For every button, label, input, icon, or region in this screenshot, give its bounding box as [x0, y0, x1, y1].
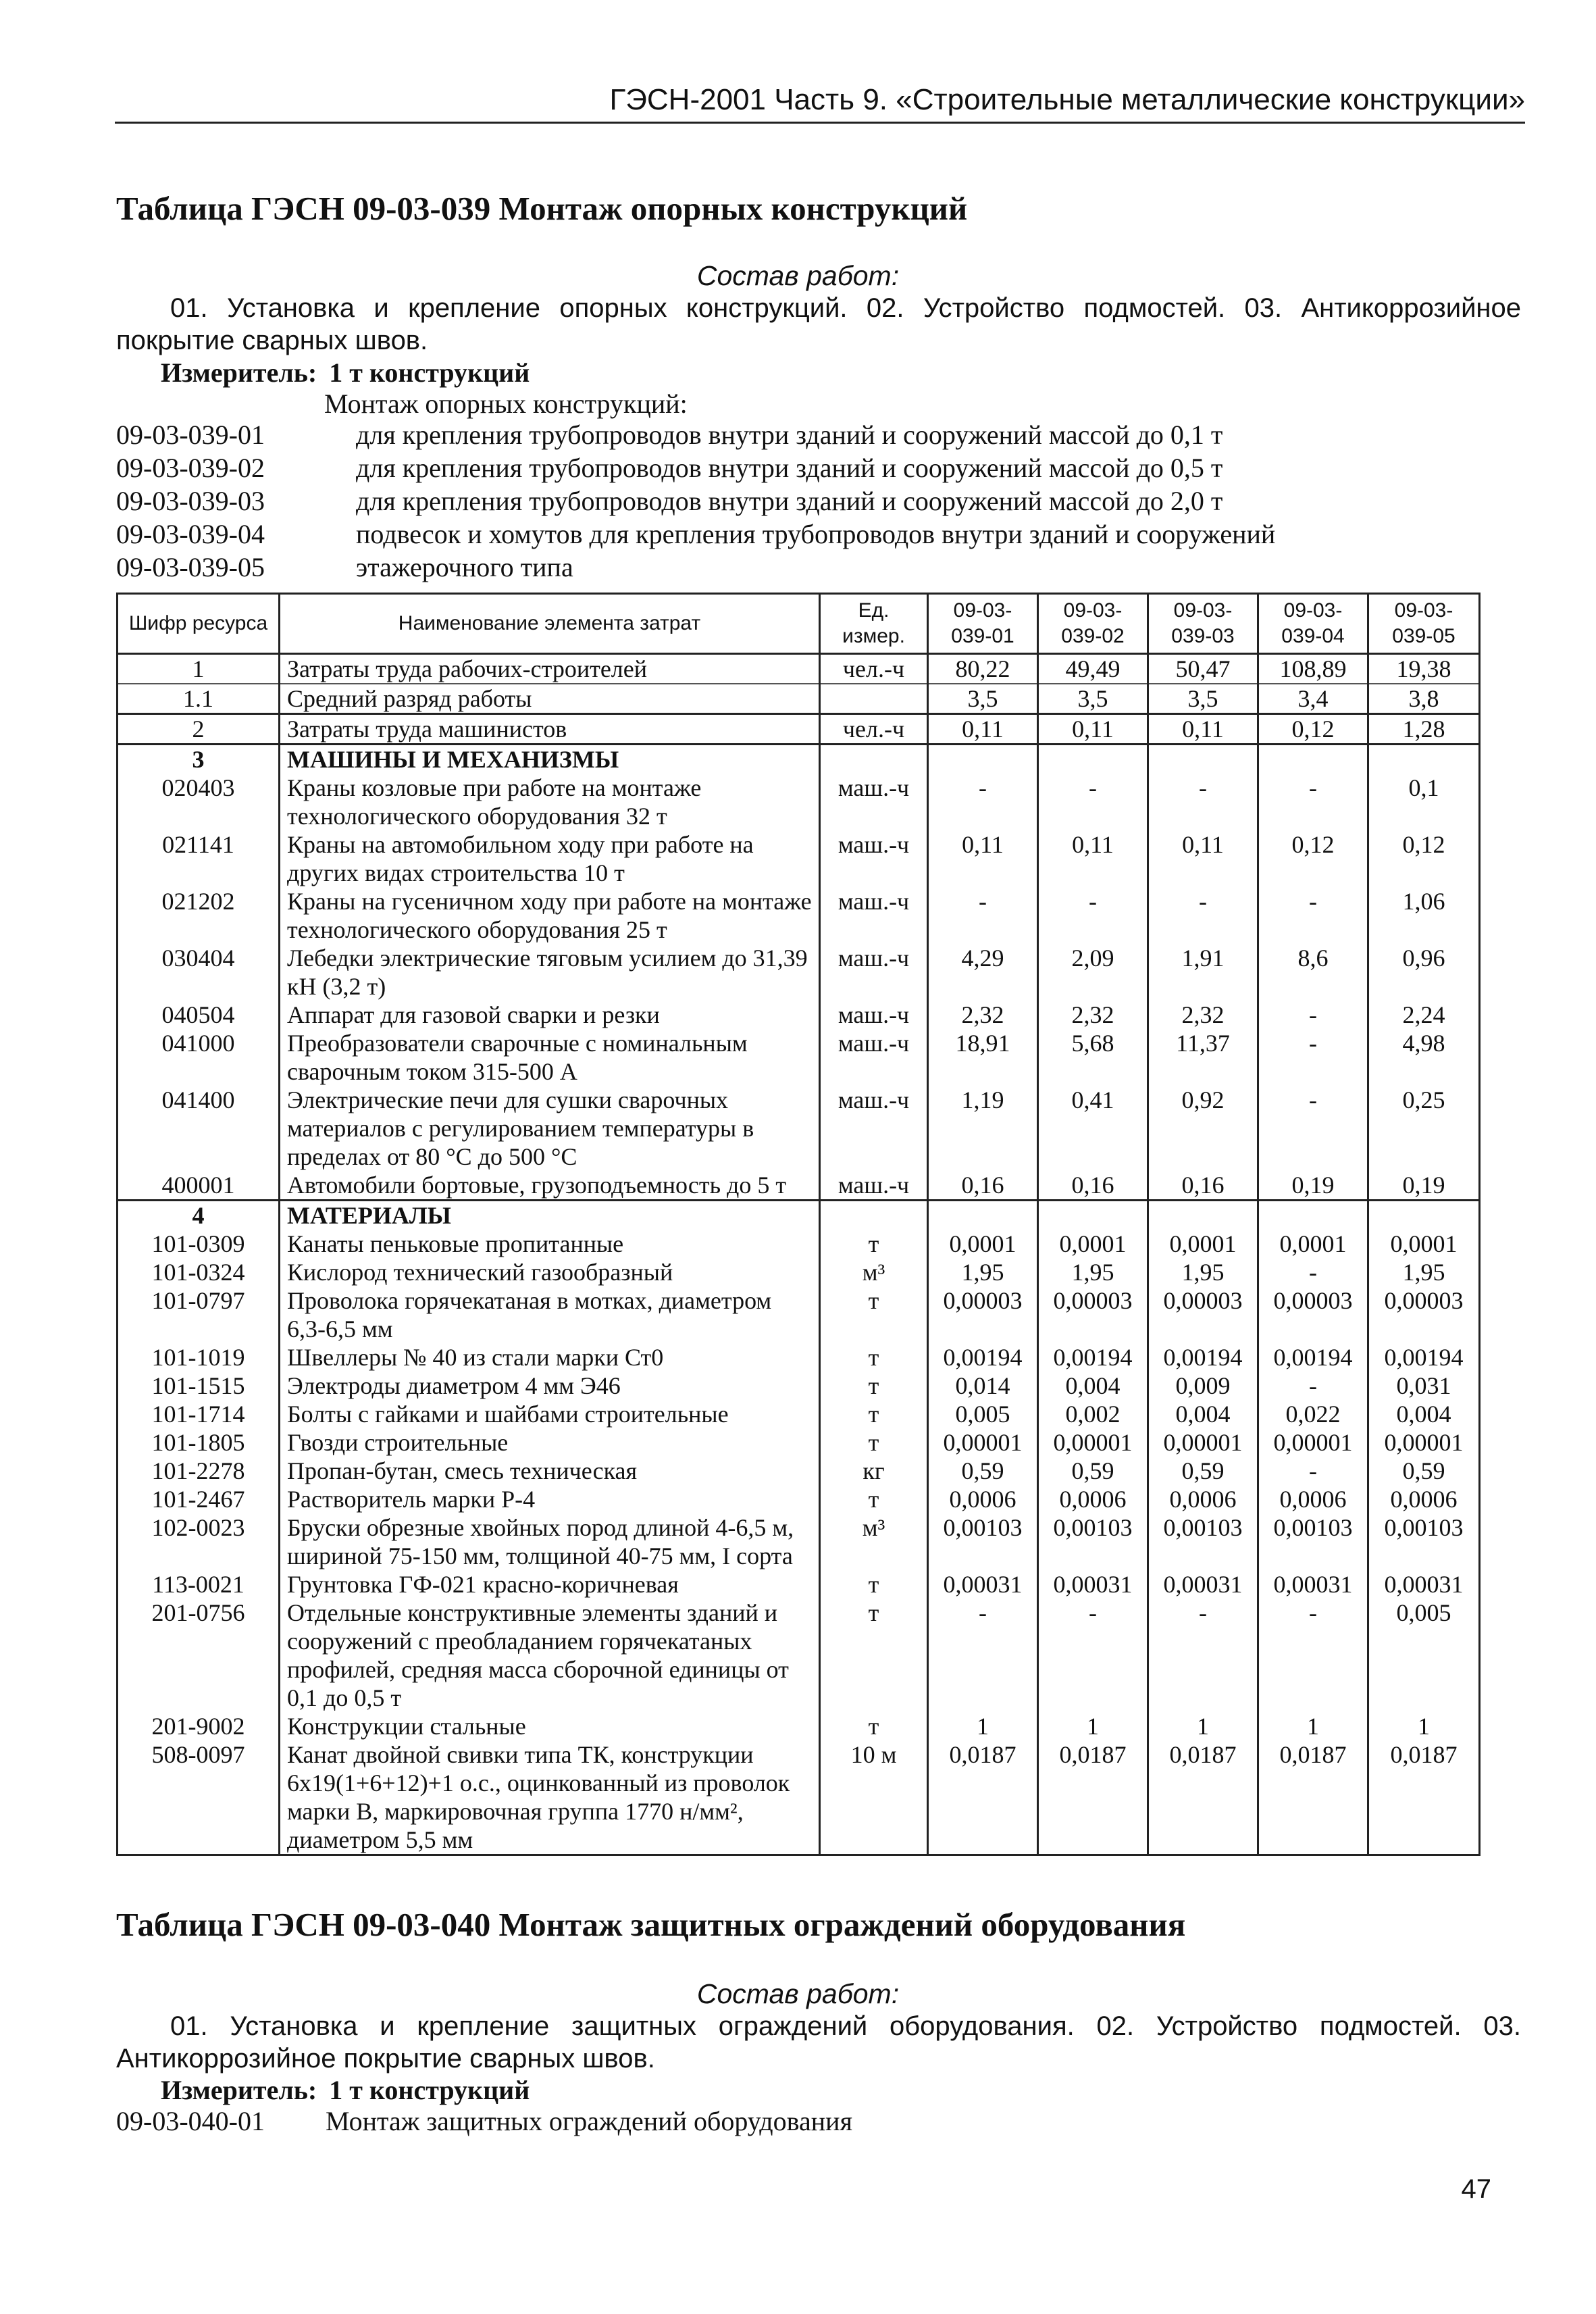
resource-name: Болты с гайками и шайбами строительные	[280, 1400, 820, 1428]
resource-value: 0,00003	[1368, 1286, 1480, 1343]
resource-value: 1	[928, 1712, 1038, 1740]
resource-code: 102-0023	[118, 1513, 280, 1570]
resource-value: 0,00001	[928, 1428, 1038, 1457]
resource-code: 201-9002	[118, 1712, 280, 1740]
resource-value: -	[1148, 1599, 1258, 1712]
resource-unit: т	[820, 1599, 928, 1712]
resource-value: 0,0187	[1258, 1740, 1368, 1855]
resource-value: 0,00001	[1038, 1428, 1148, 1457]
table-row	[118, 654, 1480, 684]
table2-title: Таблица ГЭСН 09-03-040 Монтаж защитных ограждений оборудования	[116, 1906, 1186, 1943]
resource-value: 0,005	[928, 1400, 1038, 1428]
table-row	[118, 714, 1480, 745]
resource-code: 041400	[118, 1086, 280, 1171]
resource-value: 18,91	[928, 1029, 1038, 1086]
norm-code: 09-03-039-03	[116, 486, 265, 516]
resource-value: 2,32	[928, 1001, 1038, 1029]
resource-value	[1148, 1201, 1258, 1230]
resource-unit: 10 м	[820, 1740, 928, 1855]
resource-name: Затраты труда рабочих-строителей	[280, 654, 820, 684]
resource-value: 0,004	[1368, 1400, 1480, 1428]
resource-name: Растворитель марки Р-4	[280, 1485, 820, 1513]
table1-subheading: Монтаж опорных конструкций:	[324, 388, 688, 419]
resource-value: 0,00103	[928, 1513, 1038, 1570]
resource-value: 3,5	[1038, 684, 1148, 714]
table1-work-heading: Состав работ:	[696, 260, 900, 291]
resource-code: 101-0309	[118, 1230, 280, 1258]
norm-description: подвесок и хомутов для крепления трубопроводов внутри зданий и сооружений	[356, 519, 1276, 549]
resource-value: 0,16	[1148, 1171, 1258, 1201]
resource-value: 0,00194	[1258, 1343, 1368, 1372]
resource-name: Электроды диаметром 4 мм Э46	[280, 1372, 820, 1400]
norm-code: 09-03-039-04	[116, 519, 265, 549]
resource-value: -	[1258, 1001, 1368, 1029]
resource-unit: маш.-ч	[820, 1086, 928, 1171]
resource-value: -	[928, 774, 1038, 830]
resource-unit: т	[820, 1400, 928, 1428]
resource-value: 0,00003	[1258, 1286, 1368, 1343]
norm-description: для крепления трубопроводов внутри зданий и сооружений массой до 0,5 т	[356, 453, 1223, 483]
resource-name: Электрические печи для сушки сварочных материалов с регулированием температуры в пределах от 80 °С до 500 °С	[280, 1086, 820, 1171]
resource-value: 0,00194	[1368, 1343, 1480, 1372]
resource-value: -	[1258, 774, 1368, 830]
resource-value: 0,11	[1148, 714, 1258, 745]
resource-unit: кг	[820, 1457, 928, 1485]
resource-unit	[820, 1201, 928, 1230]
resource-value: 0,16	[1038, 1171, 1148, 1201]
resource-value: -	[1258, 1086, 1368, 1171]
resource-unit: т	[820, 1428, 928, 1457]
resource-code: 4	[118, 1201, 280, 1230]
resource-name: Канаты пеньковые пропитанные	[280, 1230, 820, 1258]
resource-unit: маш.-ч	[820, 944, 928, 1001]
resource-value: 0,0187	[928, 1740, 1038, 1855]
resource-unit: т	[820, 1485, 928, 1513]
resource-value: 0,00194	[1148, 1343, 1258, 1372]
resource-value: 11,37	[1148, 1029, 1258, 1086]
resource-value: 0,00103	[1038, 1513, 1148, 1570]
resource-value: 1,19	[928, 1086, 1038, 1171]
resource-value: 0,19	[1368, 1171, 1480, 1201]
resource-name: МАШИНЫ И МЕХАНИЗМЫ	[280, 745, 820, 774]
table-row	[118, 1230, 1480, 1258]
meter-label: Измеритель:	[161, 357, 317, 388]
table1-meter	[161, 357, 530, 388]
column-header: 09-03-039-01	[928, 594, 1038, 654]
resource-value: 0,11	[928, 830, 1038, 887]
resource-name: Краны козловые при работе на монтаже технологического оборудования 32 т	[280, 774, 820, 830]
resource-value: -	[1038, 1599, 1148, 1712]
table-row	[118, 745, 1480, 774]
column-header: 09-03-039-05	[1368, 594, 1480, 654]
resource-name: Автомобили бортовые, грузоподъемность до 5 т	[280, 1171, 820, 1201]
table-row	[118, 774, 1480, 830]
table-row	[118, 1286, 1480, 1343]
resource-value: 0,0001	[1038, 1230, 1148, 1258]
resource-value: 0,92	[1148, 1086, 1258, 1171]
resource-code: 101-2278	[118, 1457, 280, 1485]
resource-value: 3,4	[1258, 684, 1368, 714]
resource-value: 2,09	[1038, 944, 1148, 1001]
resource-value: 0,59	[928, 1457, 1038, 1485]
resource-code: 201-0756	[118, 1599, 280, 1712]
resource-value: 0,0001	[928, 1230, 1038, 1258]
resource-code: 020403	[118, 774, 280, 830]
resource-value: 0,0006	[928, 1485, 1038, 1513]
resource-value: -	[1038, 887, 1148, 944]
resource-unit: маш.-ч	[820, 1029, 928, 1086]
resource-name: Кислород технический газообразный	[280, 1258, 820, 1286]
resource-name: Гвозди строительные	[280, 1428, 820, 1457]
resource-value: 0,00103	[1258, 1513, 1368, 1570]
resource-value: -	[1258, 1372, 1368, 1400]
resource-value: 2,24	[1368, 1001, 1480, 1029]
resource-unit: чел.-ч	[820, 714, 928, 745]
resource-value: 1	[1368, 1712, 1480, 1740]
column-header: 09-03-039-02	[1038, 594, 1148, 654]
resource-value: 0,0187	[1368, 1740, 1480, 1855]
resource-value: 0,014	[928, 1372, 1038, 1400]
resource-value: 0,00103	[1148, 1513, 1258, 1570]
resource-unit: маш.-ч	[820, 1171, 928, 1201]
resource-value: 0,00001	[1368, 1428, 1480, 1457]
resource-code: 041000	[118, 1029, 280, 1086]
resource-value: 2,32	[1038, 1001, 1148, 1029]
resource-value: 1,28	[1368, 714, 1480, 745]
resource-value: 0,59	[1368, 1457, 1480, 1485]
table-header-row	[118, 594, 1480, 654]
table1-title: Таблица ГЭСН 09-03-039 Монтаж опорных конструкций	[116, 190, 968, 227]
resource-value: 0,00031	[928, 1570, 1038, 1599]
resource-value	[1368, 745, 1480, 774]
resource-value: 0,00194	[1038, 1343, 1148, 1372]
norm-description: для крепления трубопроводов внутри зданий и сооружений массой до 2,0 т	[356, 486, 1223, 516]
norm-code: 09-03-040-01	[116, 2106, 265, 2136]
resource-unit: т	[820, 1372, 928, 1400]
resource-value: 0,00001	[1148, 1428, 1258, 1457]
resource-value: 3,5	[928, 684, 1038, 714]
table1-work-text: 01. Установка и крепление опорных конструкций. 02. Устройство подмостей. 03. Антикоррозийное покрытие сварных швов.	[116, 293, 1521, 355]
resource-code: 101-1805	[118, 1428, 280, 1457]
resource-name: Краны на автомобильном ходу при работе на других видах строительства 10 т	[280, 830, 820, 887]
resource-code: 021202	[118, 887, 280, 944]
resource-value	[1258, 1201, 1368, 1230]
resource-value: -	[1258, 1457, 1368, 1485]
resource-code: 101-1515	[118, 1372, 280, 1400]
resource-value: 0,022	[1258, 1400, 1368, 1428]
resource-name: Преобразователи сварочные с номинальным сварочным током 315-500 А	[280, 1029, 820, 1086]
resource-value	[1258, 745, 1368, 774]
table-row	[118, 1400, 1480, 1428]
resource-value: 3,5	[1148, 684, 1258, 714]
resource-code: 2	[118, 714, 280, 745]
resource-value	[928, 1201, 1038, 1230]
table-row	[118, 1343, 1480, 1372]
resource-name: Канат двойной свивки типа ТК, конструкции 6х19(1+6+12)+1 о.с., оцинкованный из проволок марки В, маркировочная группа 1770 н/мм², диаметром 5,5 мм	[280, 1740, 820, 1855]
resource-name: Затраты труда машинистов	[280, 714, 820, 745]
table-row	[118, 684, 1480, 714]
resource-value: 4,98	[1368, 1029, 1480, 1086]
table-row	[118, 887, 1480, 944]
resource-value: -	[1258, 1029, 1368, 1086]
norm-code: 09-03-039-01	[116, 420, 265, 450]
resource-unit: маш.-ч	[820, 1001, 928, 1029]
resource-value: 1,95	[1368, 1258, 1480, 1286]
resource-code: 040504	[118, 1001, 280, 1029]
resource-unit: чел.-ч	[820, 654, 928, 684]
resource-unit: маш.-ч	[820, 887, 928, 944]
resource-code: 113-0021	[118, 1570, 280, 1599]
resource-value: 0,00031	[1038, 1570, 1148, 1599]
resource-value	[1038, 745, 1148, 774]
resource-code: 400001	[118, 1171, 280, 1201]
resource-name: Швеллеры № 40 из стали марки Ст0	[280, 1343, 820, 1372]
resource-value: 0,005	[1368, 1599, 1480, 1712]
resource-value: 1	[1148, 1712, 1258, 1740]
resource-value: 0,004	[1038, 1372, 1148, 1400]
norm-description: этажерочного типа	[356, 552, 573, 582]
resource-value: 8,6	[1258, 944, 1368, 1001]
resource-value: -	[1258, 1599, 1368, 1712]
resource-value: -	[928, 1599, 1038, 1712]
resource-value: 0,11	[1148, 830, 1258, 887]
resource-value: 0,0187	[1148, 1740, 1258, 1855]
resource-unit	[820, 684, 928, 714]
meter-value: 1 т конструкций	[329, 357, 530, 388]
column-header: 09-03-039-03	[1148, 594, 1258, 654]
resource-unit: маш.-ч	[820, 774, 928, 830]
table-row	[118, 1171, 1480, 1201]
resource-value: 0,0006	[1038, 1485, 1148, 1513]
resource-value: 0,12	[1258, 830, 1368, 887]
resource-value: -	[928, 887, 1038, 944]
resource-name: Проволока горячекатаная в мотках, диаметром 6,3-6,5 мм	[280, 1286, 820, 1343]
resource-value: 0,41	[1038, 1086, 1148, 1171]
resource-value: 0,19	[1258, 1171, 1368, 1201]
resource-name: МАТЕРИАЛЫ	[280, 1201, 820, 1230]
resource-name: Конструкции стальные	[280, 1712, 820, 1740]
resource-unit: м³	[820, 1258, 928, 1286]
column-header: Шифр ресурса	[118, 594, 280, 654]
resource-name: Средний разряд работы	[280, 684, 820, 714]
resource-code: 021141	[118, 830, 280, 887]
resource-value: 0,11	[1038, 714, 1148, 745]
resource-value: 0,00031	[1368, 1570, 1480, 1599]
resource-value: 50,47	[1148, 654, 1258, 684]
resource-value: -	[1258, 1258, 1368, 1286]
column-header: 09-03-039-04	[1258, 594, 1368, 654]
table-row	[118, 1599, 1480, 1712]
norm-code: 09-03-039-02	[116, 453, 265, 483]
resource-value	[1038, 1201, 1148, 1230]
table-row	[118, 944, 1480, 1001]
resource-value: 49,49	[1038, 654, 1148, 684]
resource-value: 3,8	[1368, 684, 1480, 714]
resource-value: 0,00103	[1368, 1513, 1480, 1570]
resource-value: -	[1258, 887, 1368, 944]
resource-value	[1148, 745, 1258, 774]
resource-value: 1,95	[1148, 1258, 1258, 1286]
resource-value: 0,00194	[928, 1343, 1038, 1372]
resource-unit: т	[820, 1286, 928, 1343]
resource-name: Грунтовка ГФ-021 красно-коричневая	[280, 1570, 820, 1599]
resource-value: 0,25	[1368, 1086, 1480, 1171]
norm-code: 09-03-039-05	[116, 552, 265, 582]
resource-value: 0,00003	[928, 1286, 1038, 1343]
resource-code: 101-1019	[118, 1343, 280, 1372]
resource-value: 0,0006	[1258, 1485, 1368, 1513]
resource-value: 0,004	[1148, 1400, 1258, 1428]
resource-value: 0,1	[1368, 774, 1480, 830]
resource-value: 0,0001	[1368, 1230, 1480, 1258]
resource-code: 101-1714	[118, 1400, 280, 1428]
table2-code-row	[116, 2105, 852, 2137]
meter-value: 1 т конструкций	[329, 2075, 530, 2105]
resource-value: 4,29	[928, 944, 1038, 1001]
resource-value: 0,0001	[1258, 1230, 1368, 1258]
resource-value: 0,16	[928, 1171, 1038, 1201]
resource-value: 0,00001	[1258, 1428, 1368, 1457]
resource-value: 0,002	[1038, 1400, 1148, 1428]
resource-value: 0,00003	[1038, 1286, 1148, 1343]
resource-unit: т	[820, 1343, 928, 1372]
table-row	[118, 1001, 1480, 1029]
resource-value: -	[1148, 774, 1258, 830]
resource-value: 0,031	[1368, 1372, 1480, 1400]
resource-value: 0,0001	[1148, 1230, 1258, 1258]
table-row	[118, 1428, 1480, 1457]
resource-value: 0,59	[1038, 1457, 1148, 1485]
resource-unit: м³	[820, 1513, 928, 1570]
resource-unit	[820, 745, 928, 774]
table-row	[118, 1201, 1480, 1230]
resource-value	[928, 745, 1038, 774]
resource-name: Пропан-бутан, смесь техническая	[280, 1457, 820, 1485]
resource-value: 1	[1038, 1712, 1148, 1740]
table2-work-heading: Состав работ:	[696, 1978, 900, 2009]
table2-meter	[161, 2074, 530, 2106]
table-row	[118, 1457, 1480, 1485]
table-row	[118, 1086, 1480, 1171]
table-row	[118, 1485, 1480, 1513]
resource-value: 0,12	[1258, 714, 1368, 745]
resource-code: 101-0324	[118, 1258, 280, 1286]
resource-name: Бруски обрезные хвойных пород длиной 4-6,5 м, шириной 75-150 мм, толщиной 40-75 мм, I сорта	[280, 1513, 820, 1570]
resource-value: 0,009	[1148, 1372, 1258, 1400]
resource-unit: т	[820, 1570, 928, 1599]
resource-name: Лебедки электрические тяговым усилием до 31,39 кН (3,2 т)	[280, 944, 820, 1001]
resource-code: 030404	[118, 944, 280, 1001]
table-row	[118, 830, 1480, 887]
resource-code: 508-0097	[118, 1740, 280, 1855]
resource-value: -	[1148, 887, 1258, 944]
resource-value	[1368, 1201, 1480, 1230]
resource-code: 1.1	[118, 684, 280, 714]
resource-value: 0,11	[928, 714, 1038, 745]
resource-value: 0,11	[1038, 830, 1148, 887]
resource-code: 3	[118, 745, 280, 774]
resource-value: 80,22	[928, 654, 1038, 684]
column-header: Ед. измер.	[820, 594, 928, 654]
resource-value: 0,00003	[1148, 1286, 1258, 1343]
page-number: 47	[1461, 2174, 1491, 2204]
meter-label: Измеритель:	[161, 2075, 317, 2105]
resource-unit: т	[820, 1712, 928, 1740]
resource-value: 19,38	[1368, 654, 1480, 684]
table-row	[118, 1513, 1480, 1570]
resource-value: 0,0006	[1148, 1485, 1258, 1513]
resource-value: 1,06	[1368, 887, 1480, 944]
resource-value: 1,95	[1038, 1258, 1148, 1286]
resource-name: Аппарат для газовой сварки и резки	[280, 1001, 820, 1029]
norm-description: для крепления трубопроводов внутри зданий и сооружений массой до 0,1 т	[356, 420, 1223, 450]
resource-name: Краны на гусеничном ходу при работе на монтаже технологического оборудования 25 т	[280, 887, 820, 944]
resource-value: 0,0187	[1038, 1740, 1148, 1855]
resource-code: 1	[118, 654, 280, 684]
resource-value: 0,0006	[1368, 1485, 1480, 1513]
table-row	[118, 1740, 1480, 1855]
running-header: ГЭСН-2001 Часть 9. «Строительные металлические конструкции»	[115, 80, 1525, 124]
table-row	[118, 1712, 1480, 1740]
resource-name: Отдельные конструктивные элементы зданий и сооружений с преобладанием горячекатаных профилей, средняя масса сборочной единицы от 0,1 до 0,5 т	[280, 1599, 820, 1712]
resource-code: 101-2467	[118, 1485, 280, 1513]
table-row	[118, 1372, 1480, 1400]
resource-code: 101-0797	[118, 1286, 280, 1343]
resource-value: 0,00031	[1148, 1570, 1258, 1599]
resource-unit: т	[820, 1230, 928, 1258]
resource-value: 5,68	[1038, 1029, 1148, 1086]
resource-value: -	[1038, 774, 1148, 830]
resource-value: 1	[1258, 1712, 1368, 1740]
table-row	[118, 1029, 1480, 1086]
resource-table	[116, 593, 1481, 1856]
resource-unit: маш.-ч	[820, 830, 928, 887]
resource-value: 0,12	[1368, 830, 1480, 887]
norm-description: Монтаж защитных ограждений оборудования	[326, 2106, 852, 2136]
resource-value: 1,91	[1148, 944, 1258, 1001]
table-row	[118, 1258, 1480, 1286]
resource-value: 1,95	[928, 1258, 1038, 1286]
resource-value: 0,00031	[1258, 1570, 1368, 1599]
resource-value: 108,89	[1258, 654, 1368, 684]
resource-value: 0,96	[1368, 944, 1480, 1001]
resource-value: 0,59	[1148, 1457, 1258, 1485]
column-header: Наименование элемента затрат	[280, 594, 820, 654]
table-row	[118, 1570, 1480, 1599]
table2-work-text: 01. Установка и крепление защитных ограждений оборудования. 02. Устройство подмостей. 03. Антикоррозийное покрытие сварных швов.	[116, 2011, 1521, 2073]
resource-value: 2,32	[1148, 1001, 1258, 1029]
